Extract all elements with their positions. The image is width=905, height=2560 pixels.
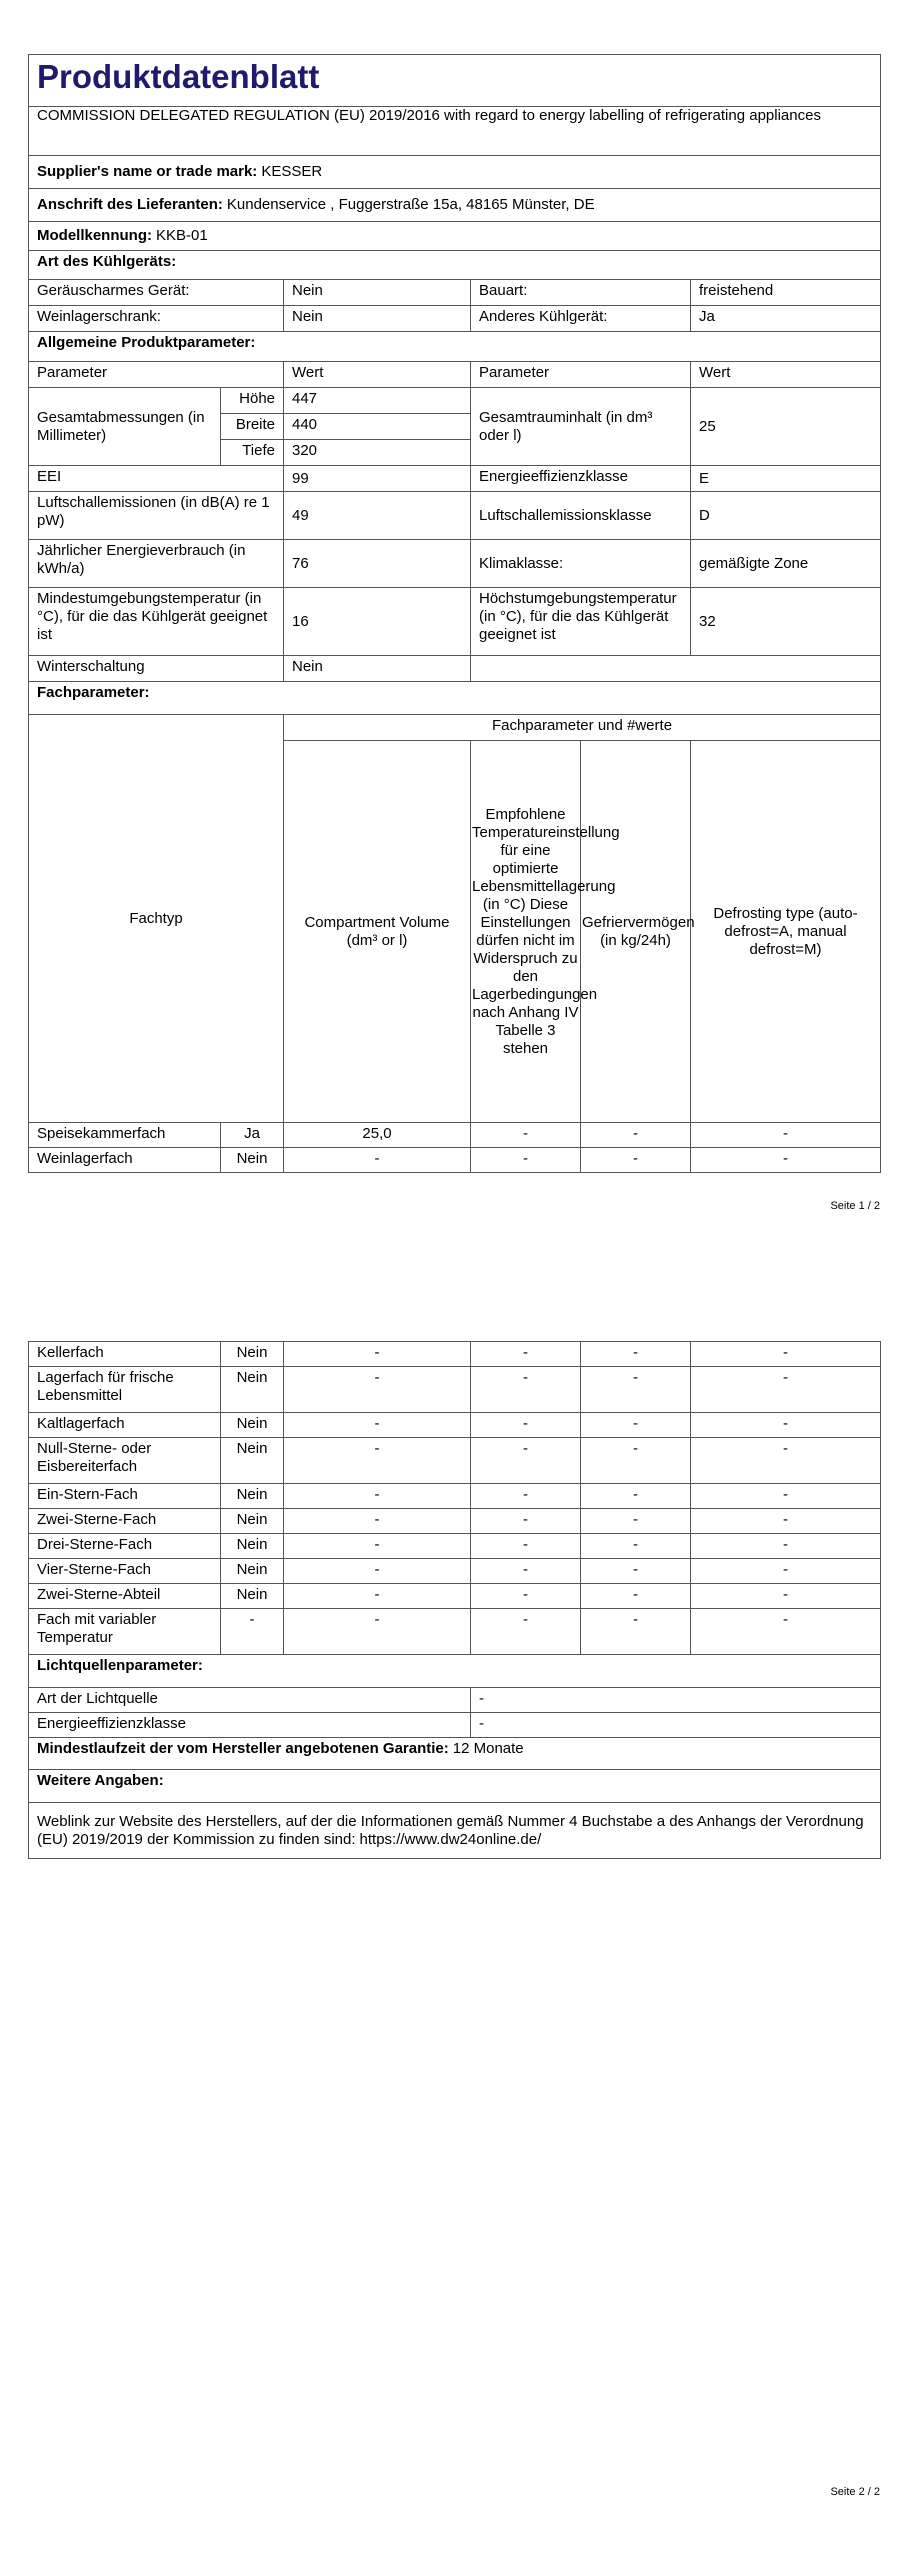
- type-row: Weinlagerschrank: Nein Anderes Kühlgerät: Ja: [29, 306, 881, 332]
- winter-row: Winterschaltung Nein: [29, 656, 881, 682]
- compartment-row: Zwei-Sterne-Abteil Nein - - - -: [29, 1584, 881, 1609]
- general-row: Jährlicher Energieverbrauch (in kWh/a) 76 Klimaklasse: gemäßigte Zone: [29, 540, 881, 588]
- section-further-info: Weitere Angaben:: [29, 1770, 881, 1803]
- page-title: Produktdatenblatt: [29, 55, 881, 107]
- dimension-row: Gesamtabmessungen (in Millimeter) Höhe 447 Gesamtrauminhalt (in dm³ oder l) 25: [29, 388, 881, 414]
- supplier-value: KESSER: [261, 163, 323, 180]
- section-appliance-type: Art des Kühlgeräts:: [29, 251, 881, 280]
- light-row: Art der Lichtquelle -: [29, 1688, 881, 1713]
- page-number-1: Seite 1 / 2: [830, 1200, 880, 1212]
- compartment-header-row: Compartment Volume (dm³ or l) Empfohlene Temperatureinstellung für eine optimierte Lebensmittellagerung (in °C) Diese Einstellungen dürfen nicht im Widerspruch zu den Lagerbedingungen nach Anhang IV Tabelle 3 stehen Gefriervermögen (in kg/24h) Defrosting type (auto-defrost=A, manual defrost=M): [29, 741, 881, 1123]
- general-header-row: Parameter Wert Parameter Wert: [29, 362, 881, 388]
- compartment-header-group: Fachtyp Fachparameter und #werte: [29, 715, 881, 741]
- light-row: Energieeffizienzklasse -: [29, 1713, 881, 1738]
- section-light-source: Lichtquellenparameter:: [29, 1655, 881, 1688]
- fachtyp-header: Fachtyp: [29, 715, 284, 1123]
- page-2: [28, 1341, 880, 1859]
- compartment-row: Ein-Stern-Fach Nein - - - -: [29, 1484, 881, 1509]
- type-row: Geräuscharmes Gerät: Nein Bauart: freistehend: [29, 280, 881, 306]
- compartment-row: Weinlagerfach Nein - - - -: [29, 1148, 881, 1173]
- section-compartment-params: Fachparameter:: [29, 682, 881, 715]
- warranty-value: 12 Monate: [452, 1740, 524, 1757]
- compartment-row: Speisekammerfach Ja 25,0 - - -: [29, 1123, 881, 1148]
- section-general-params: Allgemeine Produktparameter:: [29, 332, 881, 362]
- general-row: Luftschallemissionen (in dB(A) re 1 pW) 49 Luftschallemissionsklasse D: [29, 492, 881, 540]
- volume-value: 25: [691, 388, 881, 466]
- supplier-row: Supplier's name or trade mark: KESSER: [29, 156, 881, 189]
- compartment-row: Null-Sterne- oder Eisbereiterfach Nein - - - -: [29, 1438, 881, 1484]
- compartment-row: Lagerfach für frische Lebensmittel Nein - - - -: [29, 1367, 881, 1413]
- general-row: Mindestumgebungstemperatur (in °C), für die das Kühlgerät geeignet ist 16 Höchstumgebungstemperatur (in °C), für die das Kühlgerät geeignet ist 32: [29, 588, 881, 656]
- dimension-row: Breite 440: [29, 414, 881, 440]
- warranty-row: Mindestlaufzeit der vom Hersteller angebotenen Garantie: 12 Monate: [29, 1738, 881, 1770]
- dimension-row: Tiefe 320: [29, 440, 881, 466]
- address-value: Kundenservice , Fuggerstraße 15a, 48165 Münster, DE: [226, 196, 595, 213]
- compartment-row: Kaltlagerfach Nein - - - -: [29, 1413, 881, 1438]
- general-row: EEI 99 Energieeffizienzklasse E: [29, 466, 881, 492]
- compartment-row: Vier-Sterne-Fach Nein - - - -: [29, 1559, 881, 1584]
- volume-label: Gesamtrauminhalt (in dm³ oder l): [471, 388, 691, 466]
- compartment-row: Fach mit variabler Temperatur - - - - -: [29, 1609, 881, 1655]
- model-row: Modellkennung: KKB-01: [29, 222, 881, 251]
- regulation-text: COMMISSION DELEGATED REGULATION (EU) 2019/2016 with regard to energy labelling of refrigerating appliances: [29, 107, 881, 156]
- dimensions-label: Gesamtabmessungen (in Millimeter): [29, 388, 221, 466]
- weblink-row: Weblink zur Website des Herstellers, auf der die Informationen gemäß Nummer 4 Buchstabe a des Anhangs der Verordnung (EU) 2019/2019 der Kommission zu finden sind: https://www.dw24online.de/: [29, 1803, 881, 1859]
- page-number-2: Seite 2 / 2: [830, 2486, 880, 2498]
- compartment-row: Kellerfach Nein - - - -: [29, 1342, 881, 1367]
- model-value: KKB-01: [156, 227, 208, 244]
- product-data-table-page-2: [28, 1341, 881, 1859]
- page-1: [28, 54, 880, 1173]
- manufacturer-url[interactable]: https://www.dw24online.de/: [359, 1830, 542, 1848]
- address-row: Anschrift des Lieferanten: Kundenservice , Fuggerstraße 15a, 48165 Münster, DE: [29, 189, 881, 222]
- compartment-row: Zwei-Sterne-Fach Nein - - - -: [29, 1509, 881, 1534]
- compartment-row: Drei-Sterne-Fach Nein - - - -: [29, 1534, 881, 1559]
- product-data-table-page-1: [28, 54, 881, 1173]
